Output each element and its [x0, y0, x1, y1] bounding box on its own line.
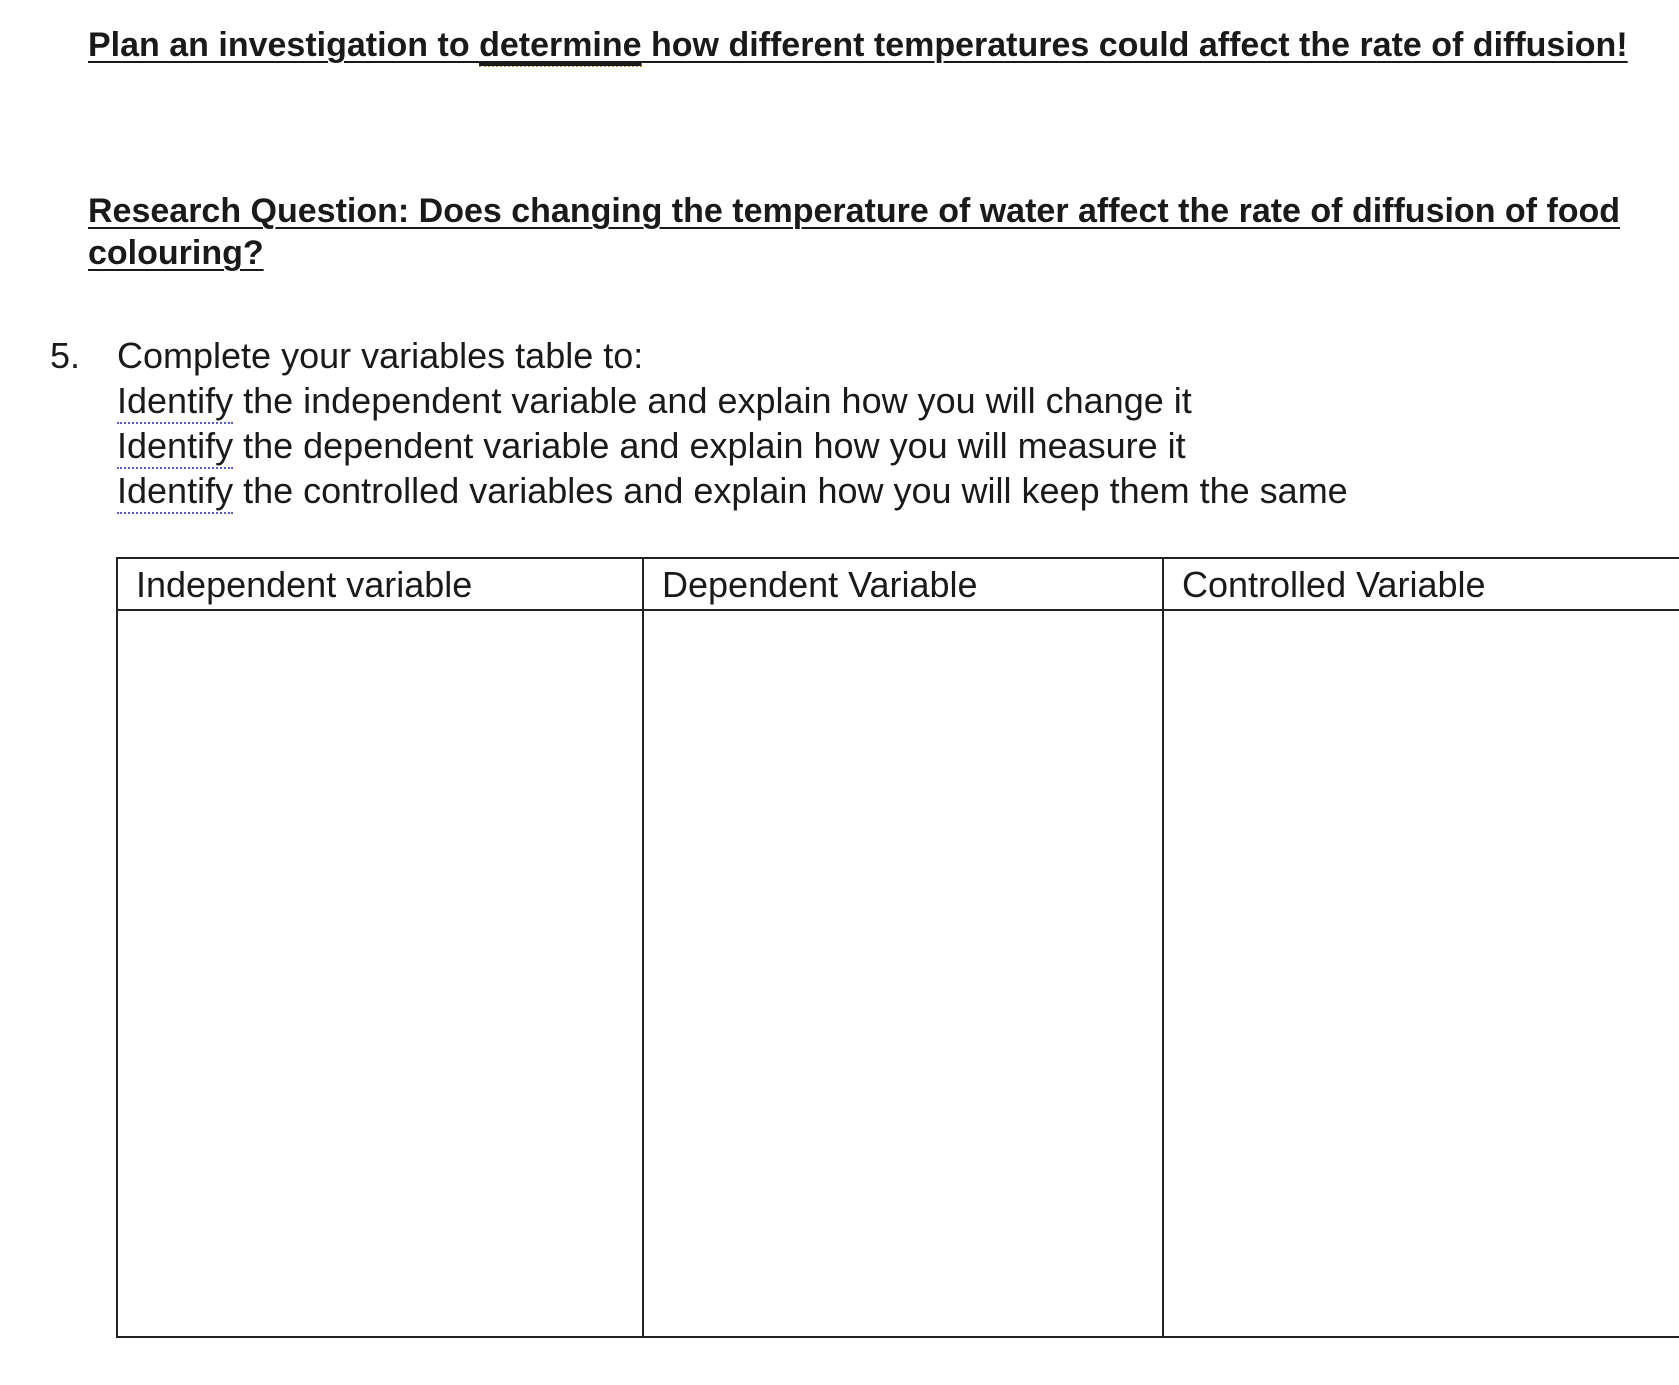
step-text: the independent variable and explain how you will change it	[233, 380, 1192, 421]
variables-table	[116, 557, 1679, 1338]
task-lines	[117, 333, 1617, 513]
title-spellcheck-word: determine	[479, 26, 642, 67]
step-text: the dependent variable and explain how you will measure it	[233, 425, 1186, 466]
research-question: Research Question: Does changing the temperature of water affect the rate of diffusion of food colouring?	[88, 192, 1621, 272]
title-text-end: how different temperatures could affect the rate of diffusion!	[641, 26, 1628, 64]
header-independent-variable: Independent variable	[117, 558, 643, 610]
step-keyword: Identify	[117, 470, 233, 514]
header-dependent-variable: Dependent Variable	[643, 558, 1163, 610]
table-row	[117, 610, 1679, 1337]
cell-controlled-variable[interactable]	[1163, 610, 1679, 1337]
task-step-controlled	[117, 468, 1617, 513]
task-step-independent	[117, 378, 1617, 423]
page-title	[88, 24, 1648, 66]
step-text: the controlled variables and explain how you will keep them the same	[233, 470, 1348, 511]
task-intro: Complete your variables table to:	[117, 335, 644, 376]
step-keyword: Identify	[117, 425, 233, 469]
cell-independent-variable[interactable]	[117, 610, 643, 1337]
task-step-dependent	[117, 423, 1617, 468]
step-keyword: Identify	[117, 380, 233, 424]
header-controlled-variable: Controlled Variable	[1163, 558, 1679, 610]
table-header-row	[117, 558, 1679, 610]
cell-dependent-variable[interactable]	[643, 610, 1163, 1337]
title-text-start: Plan an investigation to	[88, 26, 480, 64]
task-number: 5.	[50, 335, 81, 376]
